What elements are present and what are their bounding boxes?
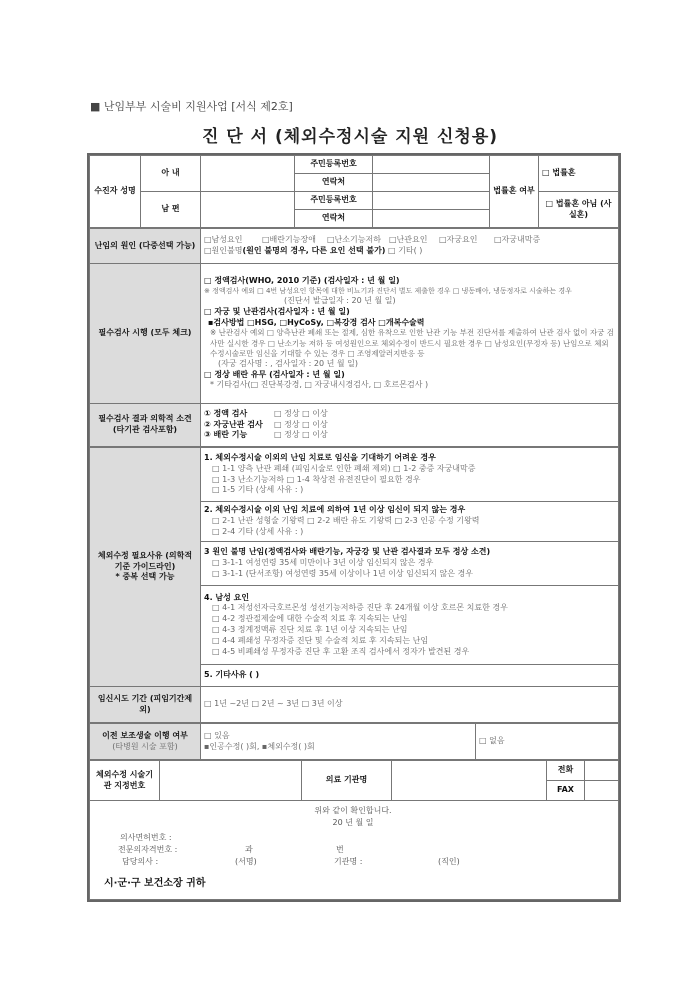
patient-name-label: 수진자 성명 — [90, 156, 141, 228]
husband-rrn-field[interactable] — [373, 192, 490, 210]
cause-option[interactable]: □난소기능저하 — [327, 235, 381, 245]
patient-section — [89, 155, 619, 228]
wife-label: 아 내 — [141, 156, 201, 192]
wife-rrn-field[interactable] — [373, 156, 490, 174]
husband-name-field[interactable] — [201, 192, 295, 228]
page-title: 진 단 서 (체외수정시술 지원 신청용) — [201, 127, 499, 147]
abnormal-checkbox[interactable]: □ 이상 — [302, 408, 328, 418]
cause-unknown-note: (원인 불명의 경우, 다른 요인 선택 불가) — [242, 246, 386, 255]
wife-contact-field[interactable] — [373, 174, 490, 192]
reasons-label: 체외수정 필요사유 (의학적 기준 가이드라인) * 중복 선택 가능 — [90, 448, 201, 687]
fax-field[interactable] — [585, 781, 619, 801]
institution-name-field[interactable] — [392, 761, 547, 801]
wife-name-field[interactable] — [201, 156, 295, 192]
form-series-label: ■ 난임부부 시술비 지원사업 [서식 제2호] — [90, 100, 293, 113]
reason-group-1: 1. 체외수정시술 이외의 난임 치료로 임신을 기대하기 어려운 경우 □ 1-1 양측 난관 폐쇄 (피임시술로 인한 폐쇄 제외) □ 1-2 중증 자궁내막증 □ 1-3 난소기능저하 □ 1-4 착상전 유전진단이 필요한 경우 □ 1-5 기타 (상세 사유 : ) — [201, 448, 619, 502]
confirm-text: 위와 같이 확인합니다. — [314, 806, 392, 815]
husband-rrn-label: 주민등록번호 — [295, 192, 373, 210]
test-line[interactable]: ▪검사방법 □HSG, □HyCoSy, □복강경 검사 □개복수술력 — [208, 317, 425, 327]
num-label: 번 — [336, 845, 344, 854]
reason-item[interactable]: □ 4-1 저성선자극호르몬성 성선기능저하증 진단 후 24개월 이상 호르몬 치료한 경우 — [212, 603, 508, 613]
cause-option[interactable]: □자궁내막증 — [494, 235, 541, 245]
test-line[interactable]: □ 자궁 및 난관검사(검사일자 : 년 월 일) — [204, 306, 350, 316]
marriage-no-checkbox[interactable]: □ 법률혼 아님 (사실혼) — [539, 192, 619, 228]
prior-label: 이전 보조생술 이행 여부 (타병원 시술 포함) — [90, 724, 201, 760]
husband-contact-label: 연락처 — [295, 210, 373, 228]
period-options[interactable]: □ 1년 ~2년 □ 2년 ~ 3년 □ 3년 이상 — [201, 687, 619, 723]
addressee: 시·군·구 보건소장 귀하 — [104, 878, 206, 889]
result-item: ① 정액 검사 — [204, 408, 248, 418]
test-line[interactable]: ※ 난관검사 예외 □ 양측난관 폐쇄 또는 절제, 심한 유착으로 인한 난관 기능 부전 진단서를 제출하여 난관 검사 없이 자궁 검사만 실시한 경우 □ 난소기능 저하 등 여성원인으로 체외수정이 반드시 필요한 경우 □ 남성요인(무정자 등) 난임으로 체외수정시술로만 임신을 기대할 수 있는 경우 □ 조영제알러지반응 등 — [210, 328, 614, 358]
test-line[interactable]: □ 정액검사(WHO, 2010 기준) (검사일자 : 년 월 일) — [204, 275, 400, 285]
result-item: ③ 배란 기능 — [204, 430, 248, 440]
normal-checkbox[interactable]: □ 정상 — [274, 408, 300, 418]
license-label: 의사면허번호 : — [120, 833, 172, 842]
sign-placeholder[interactable]: (서명) — [235, 857, 257, 866]
reason-group-4: 4. 남성 요인 □ 4-1 저성선자극호르몬성 성선기능저하증 진단 후 24개월 이상 호르몬 치료한 경우 □ 4-2 정관절제술에 대한 수술적 치료 후 지속되는 난임 □ 4-3 정계정맥류 진단 치료 후 1년 이상 지속되는 난임 □ 4-4 폐쇄성 무정자증 진단 및 수술적 치료 후 지속되는 난임 □ 4-5 비폐쇄성 무정자증 진단 후 고환 조직 검사에서 정자가 발견된 경우 — [201, 586, 619, 665]
abnormal-checkbox[interactable]: □ 이상 — [302, 430, 328, 440]
reasons-section — [89, 447, 619, 723]
cause-options — [201, 229, 619, 264]
marriage-yes-checkbox[interactable]: □ 법률혼 — [539, 156, 619, 192]
reason-group-5[interactable]: 5. 기타사유 ( ) — [201, 665, 619, 687]
cause-label: 난임의 원인 (다중선택 가능) — [90, 229, 201, 264]
institution-label: 기관명 : — [334, 857, 363, 866]
marriage-label: 법률혼 여부 — [490, 156, 539, 228]
reason-item[interactable]: □ 4-5 비폐쇄성 무정자증 진단 후 고환 조직 검사에서 정자가 발견된 경우 — [212, 646, 470, 656]
cause-option[interactable]: □배란기능장애 — [262, 235, 316, 245]
doctor-label: 담당의사 : — [122, 857, 159, 866]
cause-option[interactable]: □남성요인 — [204, 235, 243, 245]
signature-area — [90, 801, 619, 900]
prior-detail[interactable]: ▪인공수정( )회, ▪체외수정( )회 — [204, 741, 315, 751]
test-line: (진단서 발급일자 : 20 년 월 일) — [284, 296, 396, 306]
reason-item[interactable]: □ 3-1-1 (단서조항) 여성연령 35세 이상이나 1년 이상 임신되지 않은 경우 — [212, 568, 474, 578]
prior-yes-checkbox[interactable]: □ 있음 — [204, 730, 230, 740]
clinic-section — [89, 760, 619, 900]
specialist-label: 전문의자격번호 : — [118, 845, 178, 854]
cause-option[interactable]: □난관요인 — [389, 235, 428, 245]
confirm-date[interactable]: 20 년 월 일 — [332, 818, 374, 827]
results-label: 필수검사 결과 의학적 소견 (타기관 검사포함) — [90, 404, 201, 447]
wife-contact-label: 연락처 — [295, 174, 373, 192]
tests-label: 필수검사 시행 (모두 체크) — [90, 264, 201, 404]
test-line[interactable]: ※ 정액검사 예외 □ 4번 남성요인 항목에 대한 비뇨기과 진단서 별도 제출한 경우 □ 냉동배아, 냉동정자로 시술하는 경우 — [204, 286, 572, 295]
test-line: (자궁 검사명 : , 검사일자 : 20 년 월 일) — [218, 358, 358, 368]
reason-item[interactable]: □ 3-1-1 여성연령 35세 미만이나 3년 이상 임신되지 않은 경우 — [212, 558, 434, 568]
cause-unknown-checkbox[interactable]: □원인불명 — [204, 246, 243, 255]
phone-field[interactable] — [585, 761, 619, 781]
fax-label: FAX — [547, 781, 585, 801]
cause-other-checkbox[interactable]: □ 기타( ) — [388, 246, 423, 255]
clinic-number-field[interactable] — [160, 761, 302, 801]
reason-item[interactable]: □ 1-3 난소기능저하 □ 1-4 착상전 유전진단이 필요한 경우 — [212, 474, 421, 484]
reason-item[interactable]: □ 2-1 난관 성형술 기왕력 □ 2-2 배란 유도 기왕력 □ 2-3 인공 수정 기왕력 — [212, 516, 480, 526]
reason-item[interactable]: □ 2-4 기타 (상세 사유 : ) — [212, 526, 304, 536]
dept-label: 과 — [245, 845, 253, 854]
husband-contact-field[interactable] — [373, 210, 490, 228]
reason-item[interactable]: □ 4-3 정계정맥류 진단 치료 후 1년 이상 지속되는 난임 — [212, 625, 408, 634]
diagnosis-form — [87, 153, 621, 902]
normal-checkbox[interactable]: □ 정상 — [274, 430, 300, 440]
seal-placeholder[interactable]: (직인) — [438, 857, 460, 866]
reason-item[interactable]: □ 1-1 양측 난관 폐쇄 (피임시술로 인한 폐쇄 제외) □ 1-2 중증 자궁내막증 — [212, 463, 476, 473]
reason-item[interactable]: □ 4-4 폐쇄성 무정자증 진단 및 수술적 치료 후 지속되는 난임 — [212, 635, 429, 645]
main-section — [89, 228, 619, 447]
test-line[interactable]: □ 정상 배란 유무 (검사일자 : 년 월 일) — [204, 369, 345, 379]
reasons-note: * 중복 선택 가능 — [115, 572, 175, 582]
husband-label: 남 편 — [141, 192, 201, 228]
tests-content — [201, 264, 619, 404]
abnormal-checkbox[interactable]: □ 이상 — [302, 419, 328, 429]
prior-no-checkbox[interactable]: □ 없음 — [476, 724, 619, 760]
normal-checkbox[interactable]: □ 정상 — [274, 419, 300, 429]
reason-item[interactable]: □ 4-2 정관절제술에 대한 수술적 치료 후 지속되는 난임 — [212, 614, 408, 624]
clinic-number-label: 체외수정 시술기관 지정번호 — [90, 761, 160, 801]
institution-name-label: 의료 기관명 — [302, 761, 392, 801]
period-label: 임신시도 기간 (피임기간제외) — [90, 687, 201, 723]
test-line[interactable]: * 기타검사(□ 진단복강경, □ 자궁내시경검사, □ 호르몬검사 ) — [210, 380, 429, 390]
reason-item[interactable]: □ 1-5 기타 (상세 사유 : ) — [212, 485, 304, 495]
phone-label: 전화 — [547, 761, 585, 781]
cause-option[interactable]: □자궁요인 — [439, 235, 478, 245]
prior-section — [89, 723, 619, 760]
prior-yes — [201, 724, 476, 760]
wife-rrn-label: 주민등록번호 — [295, 156, 373, 174]
reason-group-3: 3 원인 불명 난임(정액검사와 배란기능, 자궁강 및 난관 검사결과 모두 정상 소견) □ 3-1-1 여성연령 35세 미만이나 3년 이상 임신되지 않은 경우 □ 3-1-1 (단서조항) 여성연령 35세 이상이나 1년 이상 임신되지 않은 경우 — [201, 542, 619, 586]
result-item: ② 자궁난관 검사 — [204, 419, 263, 429]
reason-group-2: 2. 체외수정시술 이외 난임 치료에 의하여 1년 이상 임신이 되지 않는 경우 □ 2-1 난관 성형술 기왕력 □ 2-2 배란 유도 기왕력 □ 2-3 인공 수정 기왕력 □ 2-4 기타 (상세 사유 : ) — [201, 502, 619, 542]
results-content — [201, 404, 619, 447]
